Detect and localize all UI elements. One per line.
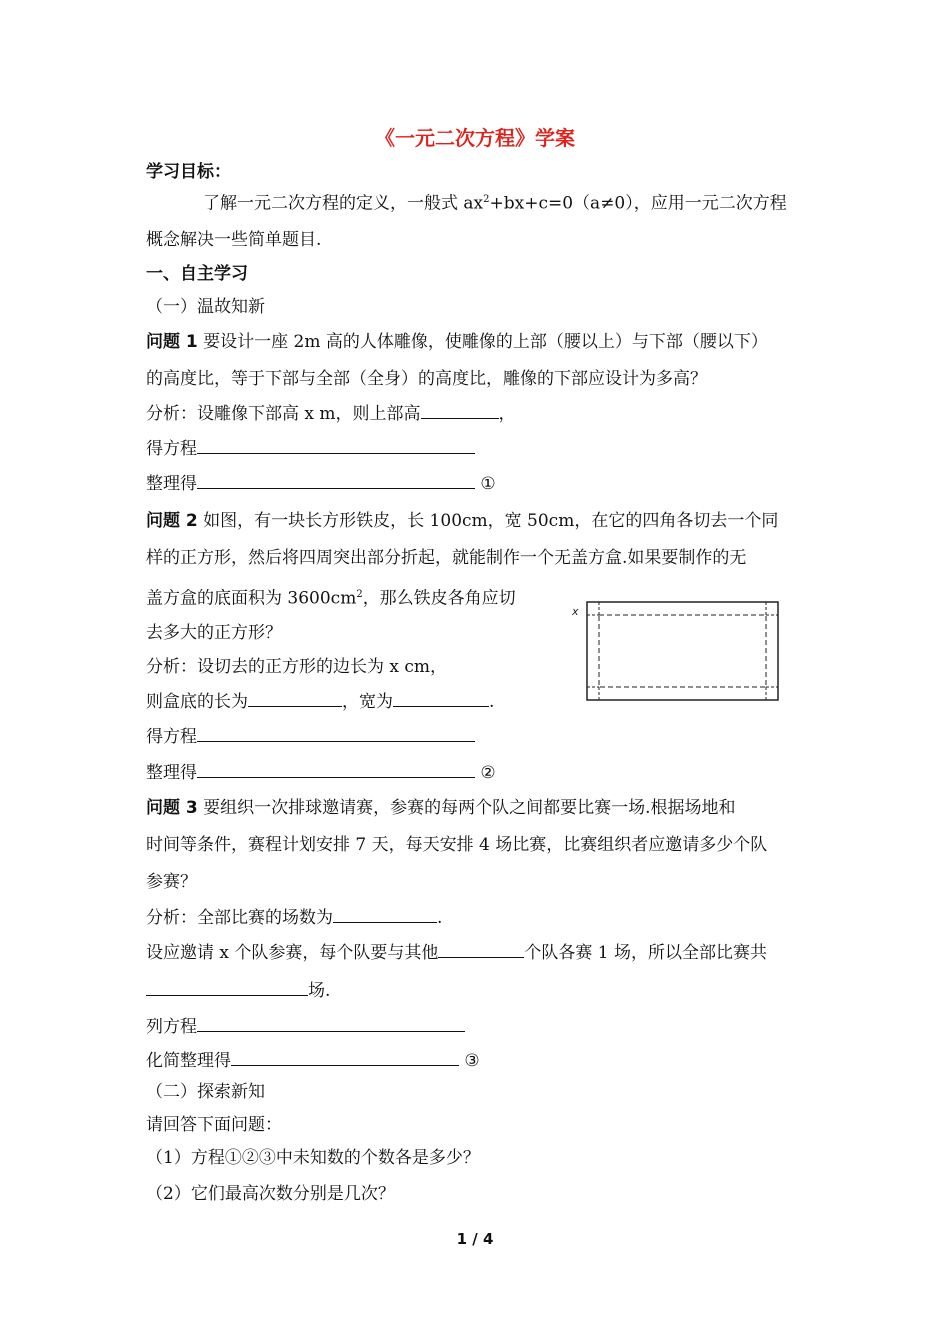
problem-3-label: 问题 3 bbox=[146, 798, 198, 818]
problem-3-total bbox=[146, 979, 330, 1003]
problem-2-line-2: 样的正方形，然后将四周突出部分折起，就能制作一个无盖方盒.如果要制作的无 bbox=[146, 548, 747, 568]
problem-2-bottom-a: 则盒底的长为 bbox=[146, 692, 248, 712]
problem-2-label: 问题 2 bbox=[146, 511, 198, 531]
problem-1-line-2: 的高度比，等于下部与全部（全身）的高度比，雕像的下部应设计为多高？ bbox=[146, 369, 707, 389]
problem-3-line-1 bbox=[146, 796, 736, 820]
equation-marker-2: ② bbox=[480, 763, 496, 783]
answer-blank[interactable] bbox=[197, 437, 475, 454]
problem-2-bottom-b: ，宽为 bbox=[342, 692, 393, 712]
problem-1-analysis bbox=[146, 402, 516, 426]
answer-blank[interactable] bbox=[248, 690, 342, 707]
problem-2-line-1 bbox=[146, 509, 778, 533]
sheet-outline bbox=[587, 602, 778, 700]
problem-2-analysis: 分析：设切去的正方形的边长为 x cm， bbox=[146, 657, 448, 677]
problem-3-line-3: 参赛？ bbox=[146, 872, 197, 892]
problem-1-arranged-label: 整理得 bbox=[146, 474, 197, 494]
answer-blank[interactable] bbox=[197, 761, 475, 778]
problem-3-analysis-text: 分析：全部比赛的场数为 bbox=[146, 908, 333, 928]
answer-blank[interactable] bbox=[438, 941, 524, 958]
problem-2-text-b: ，那么铁皮各角应切 bbox=[362, 588, 516, 609]
problem-1-arranged bbox=[146, 472, 496, 496]
problem-1-label: 问题 1 bbox=[146, 332, 198, 352]
problem-1-analysis-end: ， bbox=[498, 404, 516, 424]
subsection-1-heading: （一）温故知新 bbox=[146, 297, 265, 317]
problem-2-equation-label: 得方程 bbox=[146, 727, 197, 747]
problem-1-text: 要设计一座 2m 高的人体雕像，使雕像的上部（腰以上）与下部（腰以下） bbox=[203, 332, 768, 352]
problem-3-invite bbox=[146, 941, 767, 965]
equation-marker-3: ③ bbox=[464, 1051, 480, 1071]
problem-2-bottom bbox=[146, 690, 494, 714]
problem-3-simplified bbox=[146, 1049, 480, 1073]
answer-blank[interactable] bbox=[333, 906, 437, 923]
problem-1-equation bbox=[146, 437, 475, 461]
question-1: （1）方程①②③中未知数的个数各是多少？ bbox=[146, 1148, 480, 1168]
document-title: 《一元二次方程》学案 bbox=[375, 126, 575, 150]
problem-3-simplified-label: 化简整理得 bbox=[146, 1051, 231, 1071]
page-number: 1 / 4 bbox=[456, 1230, 494, 1248]
section-2-prompt: 请回答下面问题： bbox=[146, 1115, 282, 1135]
problem-2-text-a: 盖方盒的底面积为 3600cm bbox=[146, 588, 357, 609]
fold-lines bbox=[599, 615, 766, 687]
sheet-diagram bbox=[570, 598, 785, 704]
figure-x-label: x bbox=[572, 605, 579, 618]
problem-2-line-3 bbox=[146, 583, 516, 611]
problem-2-equation bbox=[146, 725, 475, 749]
problem-2-line-4: 去多大的正方形？ bbox=[146, 623, 282, 643]
objectives-superscript: 2 bbox=[483, 194, 490, 205]
problem-3-total-end: 场. bbox=[308, 981, 331, 1001]
problem-3-invite-b: 个队各赛 1 场，所以全部比赛共 bbox=[524, 943, 768, 963]
objectives-line-2: 概念解决一些简单题目. bbox=[146, 230, 322, 250]
problem-3-equation bbox=[146, 1015, 465, 1039]
answer-blank[interactable] bbox=[197, 472, 475, 489]
problem-3-invite-a: 设应邀请 x 个队参赛，每个队要与其他 bbox=[146, 943, 439, 963]
problem-3-text: 要组织一次排球邀请赛，参赛的每两个队之间都要比赛一场.根据场地和 bbox=[203, 798, 736, 818]
answer-blank[interactable] bbox=[421, 402, 499, 419]
answer-blank[interactable] bbox=[197, 725, 475, 742]
problem-3-line-2: 时间等条件，赛程计划安排 7 天，每天安排 4 场比赛，比赛组织者应邀请多少个队 bbox=[146, 835, 768, 855]
objectives-text-b: +bx+c=0（a≠0），应用一元二次方程 bbox=[489, 193, 787, 214]
question-2: （2）它们最高次数分别是几次？ bbox=[146, 1184, 395, 1204]
problem-2-text: 如图，有一块长方形铁皮，长 100cm，宽 50cm，在它的四角各切去一个同 bbox=[203, 511, 779, 531]
objectives-line-1 bbox=[203, 188, 787, 216]
problem-3-analysis bbox=[146, 906, 442, 930]
section-1-heading: 一、自主学习 bbox=[146, 264, 248, 284]
objectives-heading: 学习目标： bbox=[146, 162, 231, 182]
problem-3-equation-label: 列方程 bbox=[146, 1017, 197, 1037]
problem-1-line-1 bbox=[146, 330, 768, 354]
problem-2-superscript: 2 bbox=[356, 589, 363, 600]
answer-blank[interactable] bbox=[146, 979, 308, 996]
problem-3-analysis-end: . bbox=[437, 908, 443, 928]
objectives-text-a: 了解一元二次方程的定义，一般式 ax bbox=[203, 193, 484, 214]
problem-1-equation-label: 得方程 bbox=[146, 439, 197, 459]
answer-blank[interactable] bbox=[197, 1015, 465, 1032]
answer-blank[interactable] bbox=[231, 1049, 459, 1066]
problem-2-arranged-label: 整理得 bbox=[146, 763, 197, 783]
answer-blank[interactable] bbox=[393, 690, 489, 707]
problem-2-arranged bbox=[146, 761, 496, 785]
problem-2-bottom-c: . bbox=[489, 692, 495, 712]
subsection-2-heading: （二）探索新知 bbox=[146, 1082, 265, 1102]
equation-marker-1: ① bbox=[480, 474, 496, 494]
problem-1-analysis-text: 分析：设雕像下部高 x m，则上部高 bbox=[146, 404, 421, 424]
